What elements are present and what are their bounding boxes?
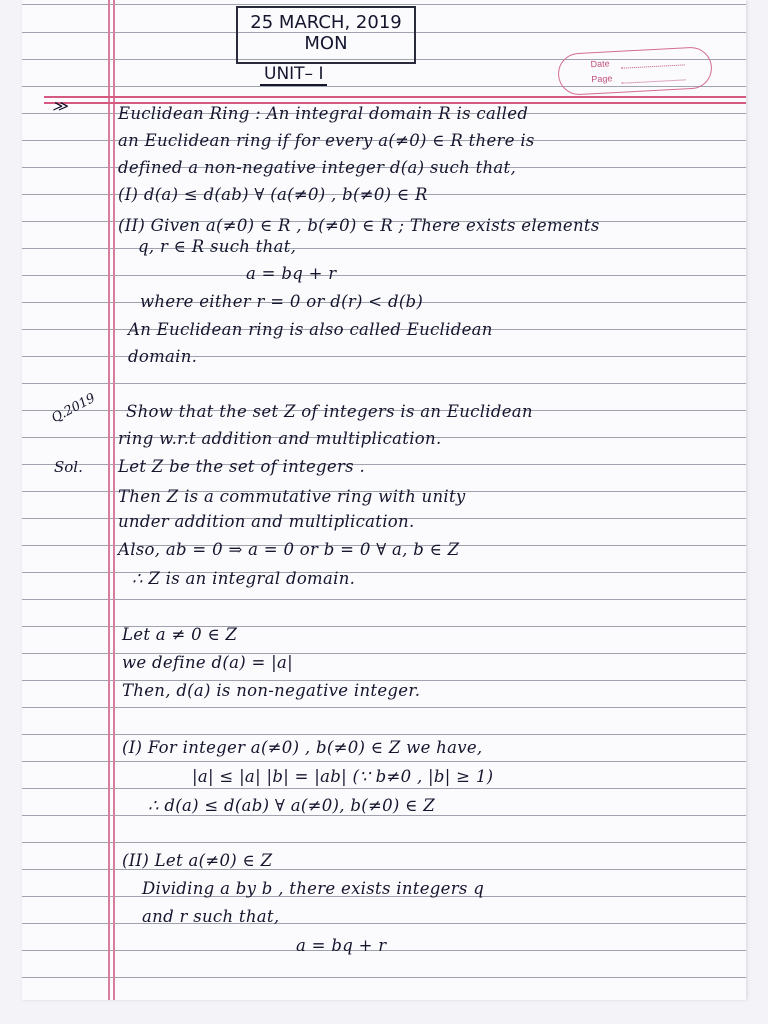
- solution-line: Dividing a by b , there exists integers q: [142, 879, 485, 898]
- date-text: 25 MARCH, 2019: [250, 12, 402, 33]
- solution-line: Let Z be the set of integers .: [118, 457, 366, 476]
- note-line: q, r ∈ R such that,: [138, 237, 297, 256]
- stamp-date-line: [621, 64, 685, 68]
- note-line: (II) Given a(≠0) ∈ R , b(≠0) ∈ R ; There exists elements: [118, 216, 600, 235]
- date-box: [236, 6, 416, 64]
- solution-line: Let a ≠ 0 ∈ Z: [122, 625, 238, 644]
- solution-line: under addition and multiplication.: [118, 512, 415, 531]
- solution-line: we define d(a) = |a|: [122, 653, 294, 672]
- solution-line: (I) For integer a(≠0) , b(≠0) ∈ Z we have,: [122, 738, 483, 757]
- solution-line: Then, d(a) is non-negative integer.: [122, 681, 421, 700]
- solution-line: |a| ≤ |a| |b| = |ab| (∵ b≠0 , |b| ≥ 1): [192, 767, 494, 786]
- question-marker: Q.2019: [49, 390, 98, 427]
- arrow-marker: ≫: [52, 97, 68, 115]
- note-line: defined a non-negative integer d(a) such that,: [118, 158, 517, 177]
- stamp-page-label: Page: [591, 73, 613, 85]
- question-line: Show that the set Z of integers is an Euclidean: [126, 402, 533, 421]
- note-line: domain.: [128, 347, 198, 366]
- margin-line-left: [108, 0, 110, 1000]
- solution-line: Also, ab = 0 ⇒ a = 0 or b = 0 ∀ a, b ∈ Z: [118, 540, 460, 559]
- solution-line: ∴ Z is an integral domain.: [132, 569, 356, 588]
- solution-line: Then Z is a commutative ring with unity: [118, 487, 466, 506]
- header-rule-top: [44, 96, 746, 98]
- note-line: an Euclidean ring if for every a(≠0) ∈ R there is: [118, 131, 535, 150]
- day-text: MON: [304, 33, 348, 54]
- margin-line-right: [113, 0, 115, 1000]
- solution-line: (II) Let a(≠0) ∈ Z: [122, 851, 273, 870]
- stamp-page-line: [622, 79, 686, 83]
- equation-line: a = bq + r: [296, 936, 387, 955]
- solution-marker: Sol.: [54, 458, 83, 476]
- notebook-page: [22, 0, 746, 1000]
- solution-line: and r such that,: [142, 907, 280, 926]
- unit-heading: UNIT– I: [260, 64, 327, 86]
- question-line: ring w.r.t addition and multiplication.: [118, 429, 442, 448]
- solution-line: ∴ d(a) ≤ d(ab) ∀ a(≠0), b(≠0) ∈ Z: [148, 796, 435, 815]
- date-page-stamp: [557, 46, 713, 96]
- equation-line: a = bq + r: [246, 264, 337, 283]
- note-line: An Euclidean ring is also called Euclidean: [128, 320, 493, 339]
- note-line: where either r = 0 or d(r) < d(b): [140, 292, 424, 311]
- note-line: (I) d(a) ≤ d(ab) ∀ (a(≠0) , b(≠0) ∈ R: [118, 185, 428, 204]
- definition-line: Euclidean Ring : An integral domain R is called: [118, 104, 529, 123]
- stamp-date-label: Date: [590, 58, 610, 70]
